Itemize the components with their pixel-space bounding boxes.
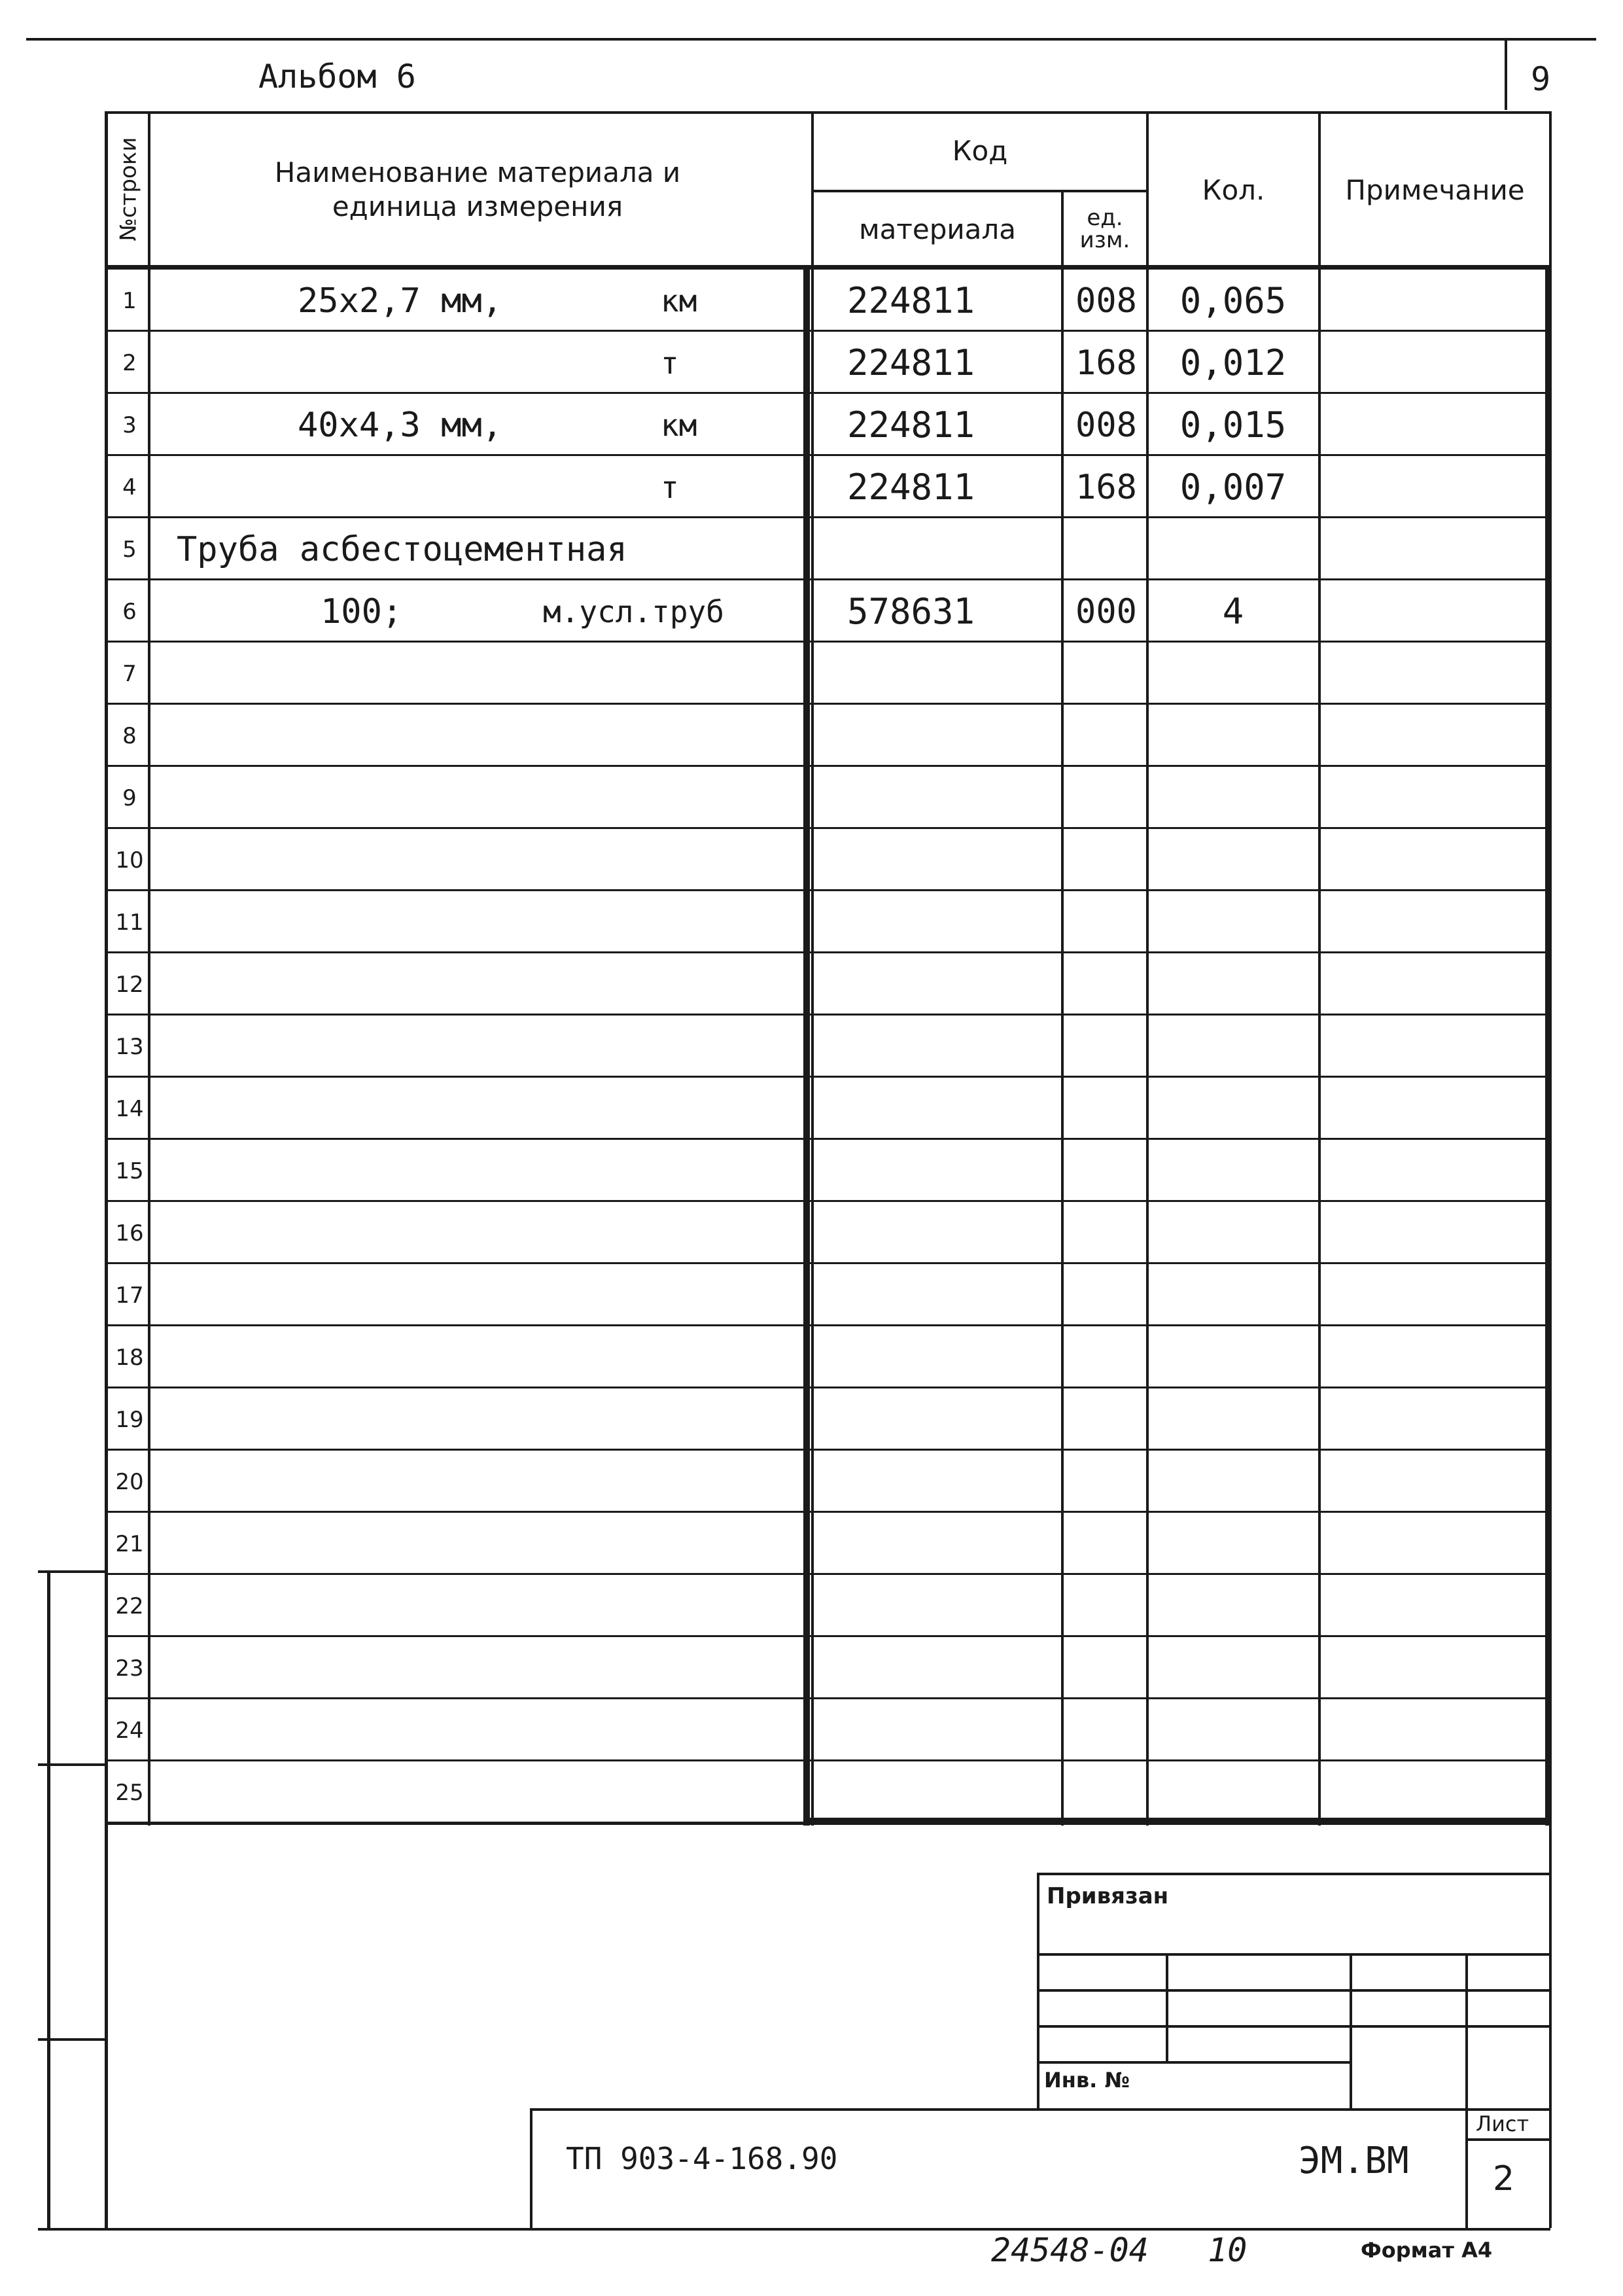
sheet-number: 2 [1493,2159,1515,2199]
row-number: 6 [122,598,137,625]
header-qty: Кол. [1202,173,1265,206]
unit-code [1068,1264,1145,1326]
quantity: 0,012 [1179,342,1287,383]
material-unit: т [661,469,679,505]
album-label: Альбом 6 [258,58,416,96]
note [1325,1140,1541,1202]
quantity [1151,1699,1315,1761]
unit-code [1068,1078,1145,1140]
code-col-sep [1061,190,1064,1826]
header-name: Наименование материала и единица измерения [274,156,681,222]
note [1325,1202,1541,1264]
row-number: 10 [115,847,144,874]
row-number: 24 [115,1717,144,1744]
unit-code [1068,1202,1145,1264]
row-number: 19 [115,1406,144,1433]
unit-code [1068,518,1145,580]
quantity [1151,1202,1315,1264]
quantity: 4 [1222,591,1244,632]
quantity: 0,065 [1179,280,1287,321]
quantity [1151,953,1315,1016]
stamp-line-b [1037,1989,1549,1992]
row-number: 25 [115,1779,144,1806]
material-code: 578631 [847,591,975,632]
quantity [1151,1078,1315,1140]
table-left-border [105,111,108,2228]
unit-code: 168 [1075,343,1137,383]
note [1325,332,1541,394]
header-row-no: №строки [115,137,142,241]
top-rule [26,38,1596,41]
unit-code [1068,829,1145,891]
quantity [1151,891,1315,953]
stamp-line-d [1037,2061,1350,2064]
quantity: 0,007 [1179,467,1287,508]
handwritten-number: 24548-04 10 [991,2231,1248,2269]
material-name: 40х4,3 мм, [298,405,503,445]
doc-code: ТП 903-4-168.90 [566,2141,838,2176]
row-number: 4 [122,474,137,501]
row-number: 12 [115,971,144,998]
unit-code [1068,891,1145,953]
quantity [1151,705,1315,767]
sheet-col-left [1465,2108,1468,2229]
name-col-sep [811,111,814,1826]
header-bottom-line [105,265,1552,270]
binding-strip-left [47,1570,50,2228]
binding-bottom [38,2228,1550,2231]
stamp-vsep-2 [1350,1953,1352,2110]
unit-code [1068,953,1145,1016]
unit-code [1068,767,1145,829]
row-number: 22 [115,1593,144,1619]
unit-code [1068,1637,1145,1699]
unit-code [1068,1140,1145,1202]
note [1325,1388,1541,1451]
note [1325,1078,1541,1140]
stamp-linked-top [1037,1873,1549,1875]
quantity [1151,1575,1315,1637]
row-number: 5 [122,536,137,563]
unit-code [1068,1761,1145,1824]
quantity [1151,1451,1315,1513]
note [1325,1761,1541,1824]
quantity [1151,1016,1315,1078]
stamp-main-left [530,2108,532,2229]
row-number: 15 [115,1157,144,1184]
unit-code [1068,1575,1145,1637]
doc-mark: ЭМ.ВМ [1299,2140,1409,2182]
quantity [1151,1513,1315,1575]
quantity [1151,518,1315,580]
sheet-label: Лист [1476,2111,1529,2136]
note [1325,270,1541,332]
material-unit: м.усл.труб [543,593,724,629]
unit-col-sep [1146,111,1149,1826]
stamp-line-a [1037,1953,1549,1956]
note [1325,1513,1541,1575]
unit-code [1068,1388,1145,1451]
row-number: 1 [122,287,137,314]
header-code: Код [952,134,1008,167]
quantity [1151,1140,1315,1202]
unit-code: 168 [1075,467,1137,507]
row-number: 17 [115,1282,144,1309]
unit-code [1068,1326,1145,1388]
note [1325,1637,1541,1699]
header-code-unit: ед. изм. [1079,205,1130,253]
unit-code [1068,1016,1145,1078]
material-name: Труба асбестоцементная [177,529,627,569]
code-subheader-line [811,190,1146,192]
unit-code [1068,1699,1145,1761]
note [1325,518,1541,580]
row-number: 16 [115,1220,144,1246]
quantity [1151,829,1315,891]
binding-mark-2 [38,1763,107,1766]
quantity [1151,643,1315,705]
sheet-label-line [1465,2138,1549,2141]
binding-mark-1 [38,1570,107,1573]
quantity: 0,015 [1179,404,1287,446]
unit-code: 008 [1075,281,1137,321]
row-number: 3 [122,412,137,438]
stamp-line-c [1037,2025,1549,2028]
page-number-divider [1505,38,1507,110]
quantity [1151,767,1315,829]
quantity [1151,1761,1315,1824]
row-number: 23 [115,1655,144,1682]
note [1325,1264,1541,1326]
thick-left [803,265,810,1826]
note [1325,456,1541,518]
note [1325,1699,1541,1761]
unit-code [1068,1513,1145,1575]
note [1325,891,1541,953]
note [1325,705,1541,767]
unit-code: 000 [1075,592,1137,631]
unit-code: 008 [1075,405,1137,445]
header-note: Примечание [1345,173,1525,206]
unit-code [1068,705,1145,767]
note [1325,394,1541,456]
row-number: 7 [122,660,137,687]
material-code: 224811 [847,280,975,321]
page-number: 9 [1531,60,1551,98]
material-unit: км [661,283,697,319]
unit-code [1068,643,1145,705]
quantity [1151,1326,1315,1388]
row-number: 11 [115,909,144,936]
note [1325,829,1541,891]
note [1325,643,1541,705]
note [1325,580,1541,643]
row-number: 20 [115,1468,144,1495]
row-number: 18 [115,1344,144,1371]
note [1325,1016,1541,1078]
thick-right [1545,265,1552,1826]
material-code: 224811 [847,467,975,508]
binding-mark-3 [38,2038,107,2041]
row-number: 9 [122,785,137,811]
note [1325,953,1541,1016]
inv-label: Инв. № [1044,2068,1130,2093]
table-top-border [105,111,1552,114]
stamp-vsep-3 [1465,1953,1468,2110]
row-number: 21 [115,1530,144,1557]
material-unit: т [661,345,679,381]
row-number: 14 [115,1095,144,1122]
row-number: 13 [115,1033,144,1060]
format-label: Формат А4 [1361,2238,1493,2263]
quantity [1151,1264,1315,1326]
row-number: 2 [122,349,137,376]
linked-label: Привязан [1047,1883,1169,1909]
material-name: 25х2,7 мм, [298,281,503,321]
quantity [1151,1637,1315,1699]
note [1325,1451,1541,1513]
note [1325,1326,1541,1388]
note [1325,1575,1541,1637]
row-number: 8 [122,722,137,749]
material-name: 100; [321,592,403,631]
unit-code [1068,1451,1145,1513]
quantity [1151,1388,1315,1451]
stamp-main-top [530,2108,1549,2111]
stamp-vsep-1 [1166,1953,1168,2061]
note [1325,767,1541,829]
frame-right-lower [1549,1822,1552,2228]
material-code: 224811 [847,342,975,383]
header-code-material: материала [858,213,1016,245]
qty-col-sep [1318,111,1321,1826]
material-code: 224811 [847,404,975,446]
material-unit: км [661,407,697,443]
rows-bottom-line [105,1822,1552,1825]
